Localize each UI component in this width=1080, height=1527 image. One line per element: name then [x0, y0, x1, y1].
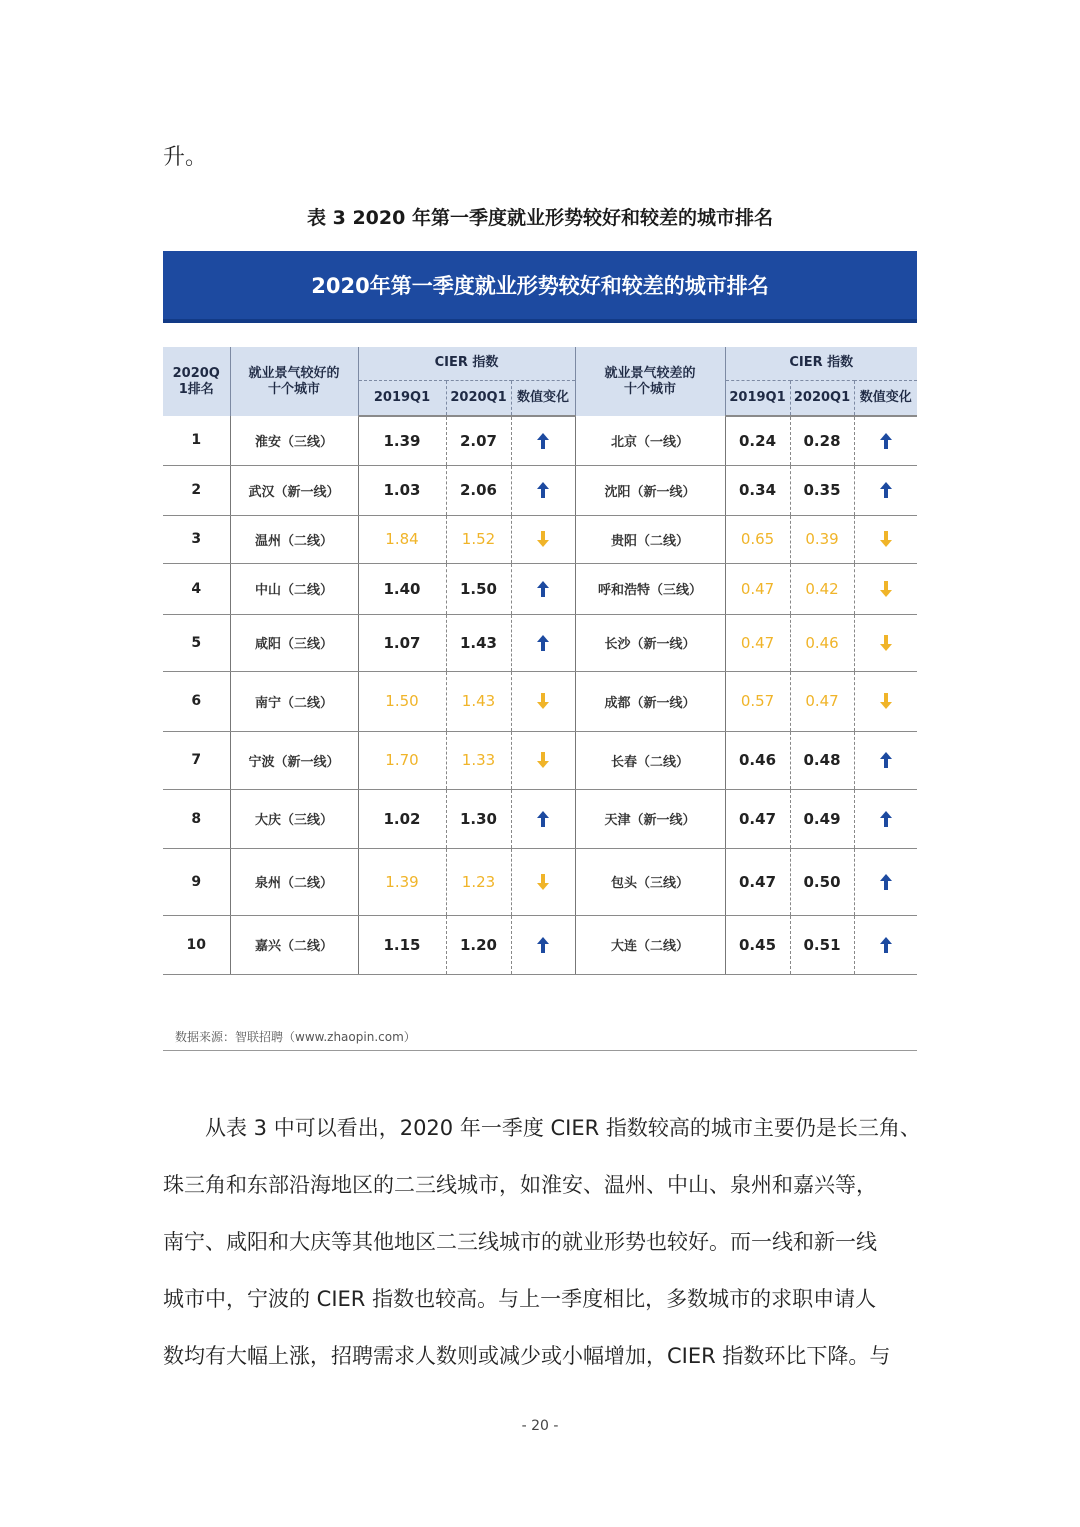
bad-2019-cell: 0.47: [725, 789, 790, 848]
table-row: [163, 416, 917, 465]
arrow-down-icon: [880, 693, 892, 709]
good-city-cell: 南宁（二线）: [230, 671, 358, 731]
arrow-up-icon: [880, 937, 892, 953]
rank-cell: 1: [163, 416, 230, 465]
bad-2019-cell: 0.47: [725, 848, 790, 915]
table-body: [163, 416, 917, 974]
bad-city-cell: 长春（二线）: [575, 731, 725, 789]
bad-change-cell: [854, 416, 917, 465]
good-city-cell: 大庆（三线）: [230, 789, 358, 848]
bad-change-cell: [854, 465, 917, 515]
body-paragraph: [163, 1100, 923, 1385]
arrow-down-icon: [880, 531, 892, 547]
table-row: [163, 671, 917, 731]
header-good-change: 数值变化: [511, 380, 575, 416]
header-bad-2019: 2019Q1: [725, 380, 790, 416]
arrow-up-icon: [880, 811, 892, 827]
paragraph-line: 珠三角和东部沿海地区的二三线城市，如淮安、温州、中山、泉州和嘉兴等，: [163, 1173, 877, 1197]
rank-cell: 4: [163, 563, 230, 614]
header-cier-bad: CIER 指数: [725, 347, 917, 380]
bad-2019-cell: 0.47: [725, 614, 790, 671]
rank-cell: 3: [163, 515, 230, 563]
good-2019-cell: 1.15: [358, 915, 446, 974]
arrow-up-icon: [537, 433, 549, 449]
bad-change-cell: [854, 671, 917, 731]
bad-city-cell: 成都（新一线）: [575, 671, 725, 731]
good-2019-cell: 1.84: [358, 515, 446, 563]
rank-cell: 8: [163, 789, 230, 848]
bad-2020-cell: 0.51: [790, 915, 854, 974]
good-2020-cell: 2.06: [446, 465, 511, 515]
city-ranking-table: [163, 347, 917, 975]
bad-city-cell: 包头（三线）: [575, 848, 725, 915]
bad-city-cell: 天津（新一线）: [575, 789, 725, 848]
good-city-cell: 泉州（二线）: [230, 848, 358, 915]
header-good-2020: 2020Q1: [446, 380, 511, 416]
bad-2020-cell: 0.39: [790, 515, 854, 563]
good-change-cell: [511, 915, 575, 974]
bad-city-cell: 北京（一线）: [575, 416, 725, 465]
bad-city-cell: 大连（二线）: [575, 915, 725, 974]
table-row: [163, 614, 917, 671]
good-2020-cell: 1.30: [446, 789, 511, 848]
good-2019-cell: 1.03: [358, 465, 446, 515]
good-2019-cell: 1.39: [358, 848, 446, 915]
page-number: - 20 -: [521, 1418, 559, 1434]
bad-2019-cell: 0.65: [725, 515, 790, 563]
good-city-cell: 嘉兴（二线）: [230, 915, 358, 974]
header-bad-2020: 2020Q1: [790, 380, 854, 416]
bad-2019-cell: 0.24: [725, 416, 790, 465]
table-row: [163, 515, 917, 563]
arrow-down-icon: [537, 874, 549, 890]
arrow-up-icon: [880, 752, 892, 768]
good-2019-cell: 1.07: [358, 614, 446, 671]
arrow-up-icon: [880, 433, 892, 449]
lead-text: 升。: [163, 145, 208, 170]
arrow-up-icon: [537, 482, 549, 498]
paragraph-line: 从表 3 中可以看出，2020 年一季度 CIER 指数较高的城市主要仍是长三角、: [205, 1116, 921, 1140]
good-2020-cell: 1.23: [446, 848, 511, 915]
good-2020-cell: 2.07: [446, 416, 511, 465]
bad-2020-cell: 0.35: [790, 465, 854, 515]
good-2020-cell: 1.20: [446, 915, 511, 974]
arrow-down-icon: [537, 531, 549, 547]
arrow-up-icon: [880, 482, 892, 498]
header-bad-change: 数值变化: [854, 380, 917, 416]
good-change-cell: [511, 614, 575, 671]
bad-city-cell: 长沙（新一线）: [575, 614, 725, 671]
header-rank: 2020Q1排名: [163, 347, 230, 416]
bad-2020-cell: 0.46: [790, 614, 854, 671]
good-city-cell: 武汉（新一线）: [230, 465, 358, 515]
bad-change-cell: [854, 848, 917, 915]
header-good-cities: 就业景气较好的十个城市: [230, 347, 358, 416]
paragraph-line: 数均有大幅上涨，招聘需求人数则或减少或小幅增加，CIER 指数环比下降。与: [163, 1344, 891, 1368]
source-note: 数据来源：智联招聘（www.zhaopin.com）: [175, 1030, 416, 1044]
good-2019-cell: 1.40: [358, 563, 446, 614]
bad-2019-cell: 0.45: [725, 915, 790, 974]
good-city-cell: 温州（二线）: [230, 515, 358, 563]
bad-2019-cell: 0.46: [725, 731, 790, 789]
bad-city-cell: 呼和浩特（三线）: [575, 563, 725, 614]
arrow-down-icon: [880, 635, 892, 651]
bad-change-cell: [854, 614, 917, 671]
good-change-cell: [511, 563, 575, 614]
banner-title: 2020年第一季度就业形势较好和较差的城市排名: [311, 274, 769, 298]
bad-city-cell: 贵阳（二线）: [575, 515, 725, 563]
arrow-up-icon: [537, 635, 549, 651]
table-row: [163, 563, 917, 614]
header-good-2019: 2019Q1: [358, 380, 446, 416]
table-row: [163, 915, 917, 974]
bad-2019-cell: 0.34: [725, 465, 790, 515]
arrow-down-icon: [537, 752, 549, 768]
bad-2020-cell: 0.48: [790, 731, 854, 789]
arrow-up-icon: [537, 937, 549, 953]
rank-cell: 2: [163, 465, 230, 515]
rank-cell: 9: [163, 848, 230, 915]
rank-cell: 6: [163, 671, 230, 731]
good-2020-cell: 1.50: [446, 563, 511, 614]
bad-change-cell: [854, 731, 917, 789]
bad-2020-cell: 0.42: [790, 563, 854, 614]
good-2019-cell: 1.70: [358, 731, 446, 789]
bad-2020-cell: 0.47: [790, 671, 854, 731]
good-2020-cell: 1.43: [446, 671, 511, 731]
header-bad-cities: 就业景气较差的十个城市: [575, 347, 725, 416]
arrow-up-icon: [537, 581, 549, 597]
bad-2019-cell: 0.47: [725, 563, 790, 614]
paragraph-line: 南宁、咸阳和大庆等其他地区二三线城市的就业形势也较好。而一线和新一线: [163, 1230, 877, 1254]
bad-change-cell: [854, 915, 917, 974]
good-change-cell: [511, 789, 575, 848]
good-2020-cell: 1.43: [446, 614, 511, 671]
bad-change-cell: [854, 563, 917, 614]
bad-change-cell: [854, 789, 917, 848]
good-change-cell: [511, 416, 575, 465]
good-2019-cell: 1.02: [358, 789, 446, 848]
good-change-cell: [511, 671, 575, 731]
arrow-down-icon: [880, 581, 892, 597]
arrow-down-icon: [537, 693, 549, 709]
good-2020-cell: 1.33: [446, 731, 511, 789]
good-2019-cell: 1.50: [358, 671, 446, 731]
good-city-cell: 淮安（三线）: [230, 416, 358, 465]
rank-cell: 5: [163, 614, 230, 671]
source-divider: [163, 1050, 917, 1051]
rank-cell: 10: [163, 915, 230, 974]
good-city-cell: 宁波（新一线）: [230, 731, 358, 789]
table-row: [163, 789, 917, 848]
table-row: [163, 465, 917, 515]
table-banner: [163, 251, 917, 323]
good-change-cell: [511, 848, 575, 915]
table-caption: 表 3 2020 年第一季度就业形势较好和较差的城市排名: [307, 207, 773, 229]
good-change-cell: [511, 465, 575, 515]
good-city-cell: 中山（二线）: [230, 563, 358, 614]
arrow-up-icon: [880, 874, 892, 890]
table-row: [163, 848, 917, 915]
table-row: [163, 731, 917, 789]
bad-2020-cell: 0.28: [790, 416, 854, 465]
good-2019-cell: 1.39: [358, 416, 446, 465]
bad-2020-cell: 0.50: [790, 848, 854, 915]
good-change-cell: [511, 731, 575, 789]
paragraph-line: 城市中，宁波的 CIER 指数也较高。与上一季度相比，多数城市的求职申请人: [163, 1287, 877, 1311]
good-2020-cell: 1.52: [446, 515, 511, 563]
arrow-up-icon: [537, 811, 549, 827]
bad-2019-cell: 0.57: [725, 671, 790, 731]
good-change-cell: [511, 515, 575, 563]
bad-city-cell: 沈阳（新一线）: [575, 465, 725, 515]
good-city-cell: 咸阳（三线）: [230, 614, 358, 671]
rank-cell: 7: [163, 731, 230, 789]
bad-2020-cell: 0.49: [790, 789, 854, 848]
header-cier-good: CIER 指数: [358, 347, 575, 380]
bad-change-cell: [854, 515, 917, 563]
